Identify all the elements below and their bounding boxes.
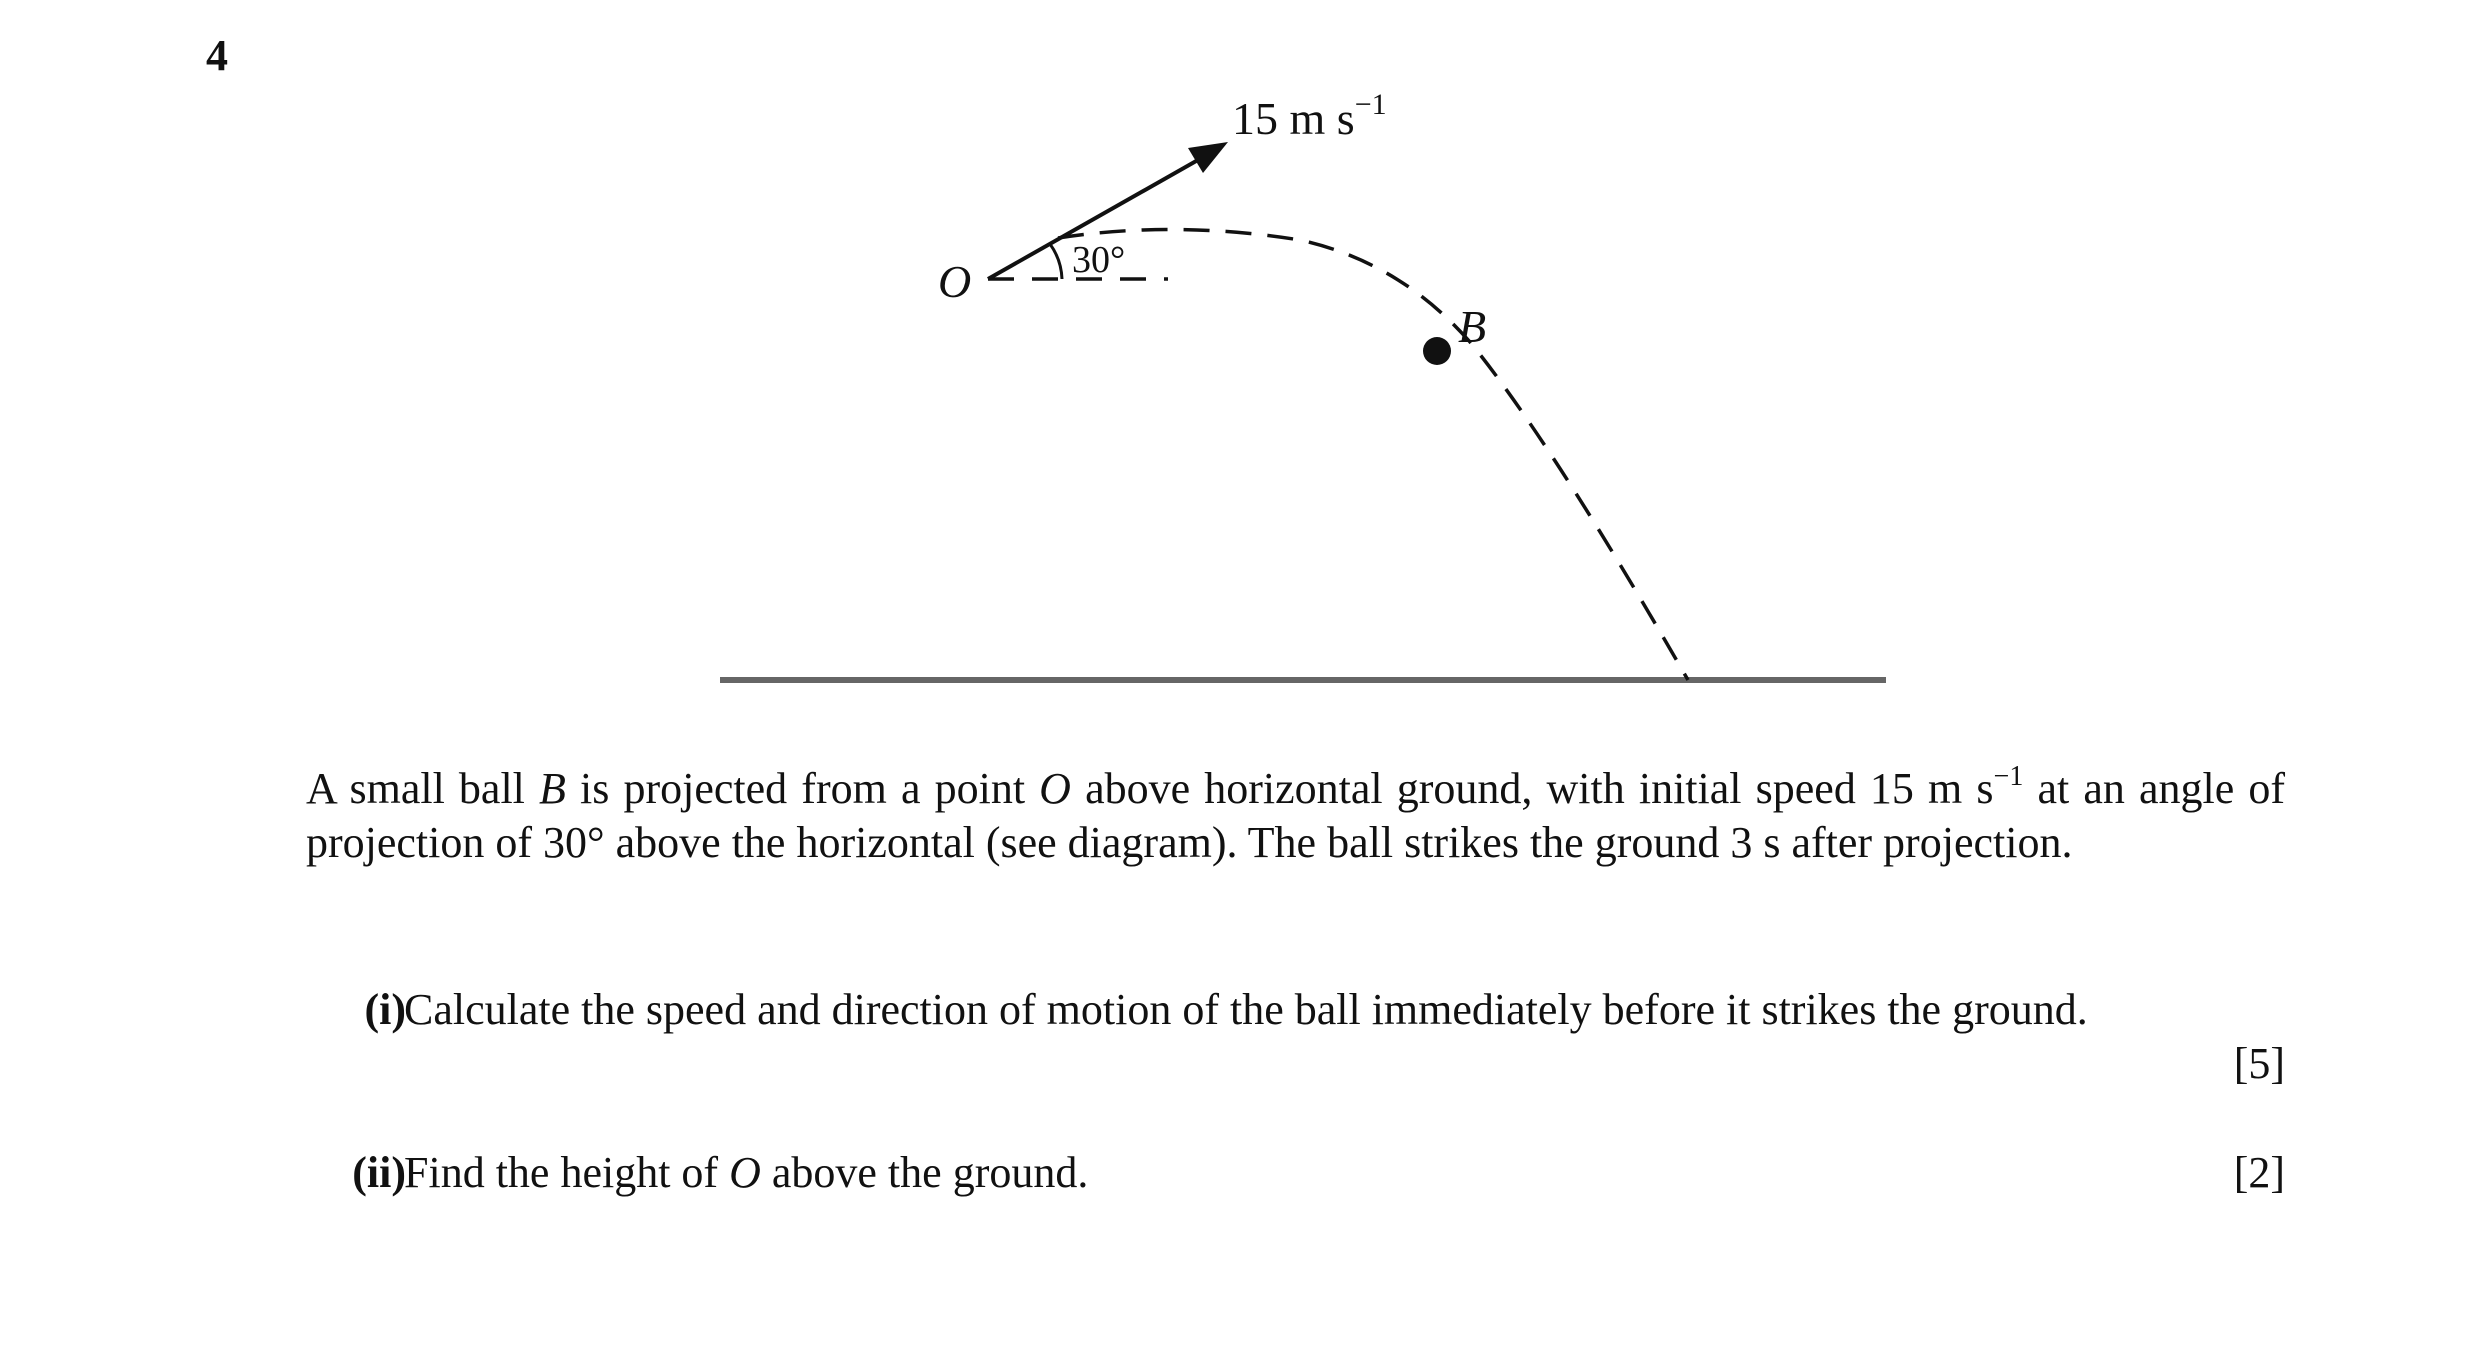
part-ii-text-before: Find the height of xyxy=(404,1148,730,1197)
stem-point-o: O xyxy=(1039,764,1071,813)
velocity-label-exponent: −1 xyxy=(1354,88,1387,121)
part-ii-text-after: above the ground. xyxy=(760,1148,1089,1197)
angle-label: 30° xyxy=(1072,239,1126,281)
part-i-marks: [5] xyxy=(2233,1039,2285,1088)
ball-b xyxy=(1423,337,1451,365)
angle-arc xyxy=(1050,244,1062,279)
point-o-label: O xyxy=(938,256,972,307)
stem-ball-b: B xyxy=(539,764,566,813)
question-stem xyxy=(306,762,2285,870)
part-ii-text xyxy=(404,1146,2285,1200)
stem-exponent: −1 xyxy=(1993,761,2024,792)
point-b-label: B xyxy=(1458,301,1487,352)
velocity-arrow-head xyxy=(1188,142,1228,173)
stem-text-1: A small ball xyxy=(306,764,540,813)
part-i xyxy=(306,983,2285,1093)
stem-text-3: above horizontal ground, with initial speed 15 m s xyxy=(1070,764,1994,813)
velocity-label xyxy=(1232,88,1387,144)
part-ii-marks: [2] xyxy=(2233,1148,2285,1197)
part-i-label: (i) xyxy=(364,985,406,1034)
part-ii-label: (ii) xyxy=(352,1148,406,1197)
stem-text-4: at an angle of projection of 30° above the horizontal (see diagram). The ball strikes the ground 3 s after projection. xyxy=(306,764,2286,867)
velocity-label-value: 15 m s xyxy=(1232,93,1355,144)
part-i-text: Calculate the speed and direction of motion of the ball immediately before it strikes the ground. xyxy=(404,985,2088,1034)
trajectory-curve xyxy=(1058,229,1688,680)
part-ii xyxy=(306,1146,2285,1206)
question-number: 4 xyxy=(206,31,228,80)
stem-text-2: is projected from a point xyxy=(565,764,1040,813)
part-ii-point-o: O xyxy=(729,1148,761,1197)
